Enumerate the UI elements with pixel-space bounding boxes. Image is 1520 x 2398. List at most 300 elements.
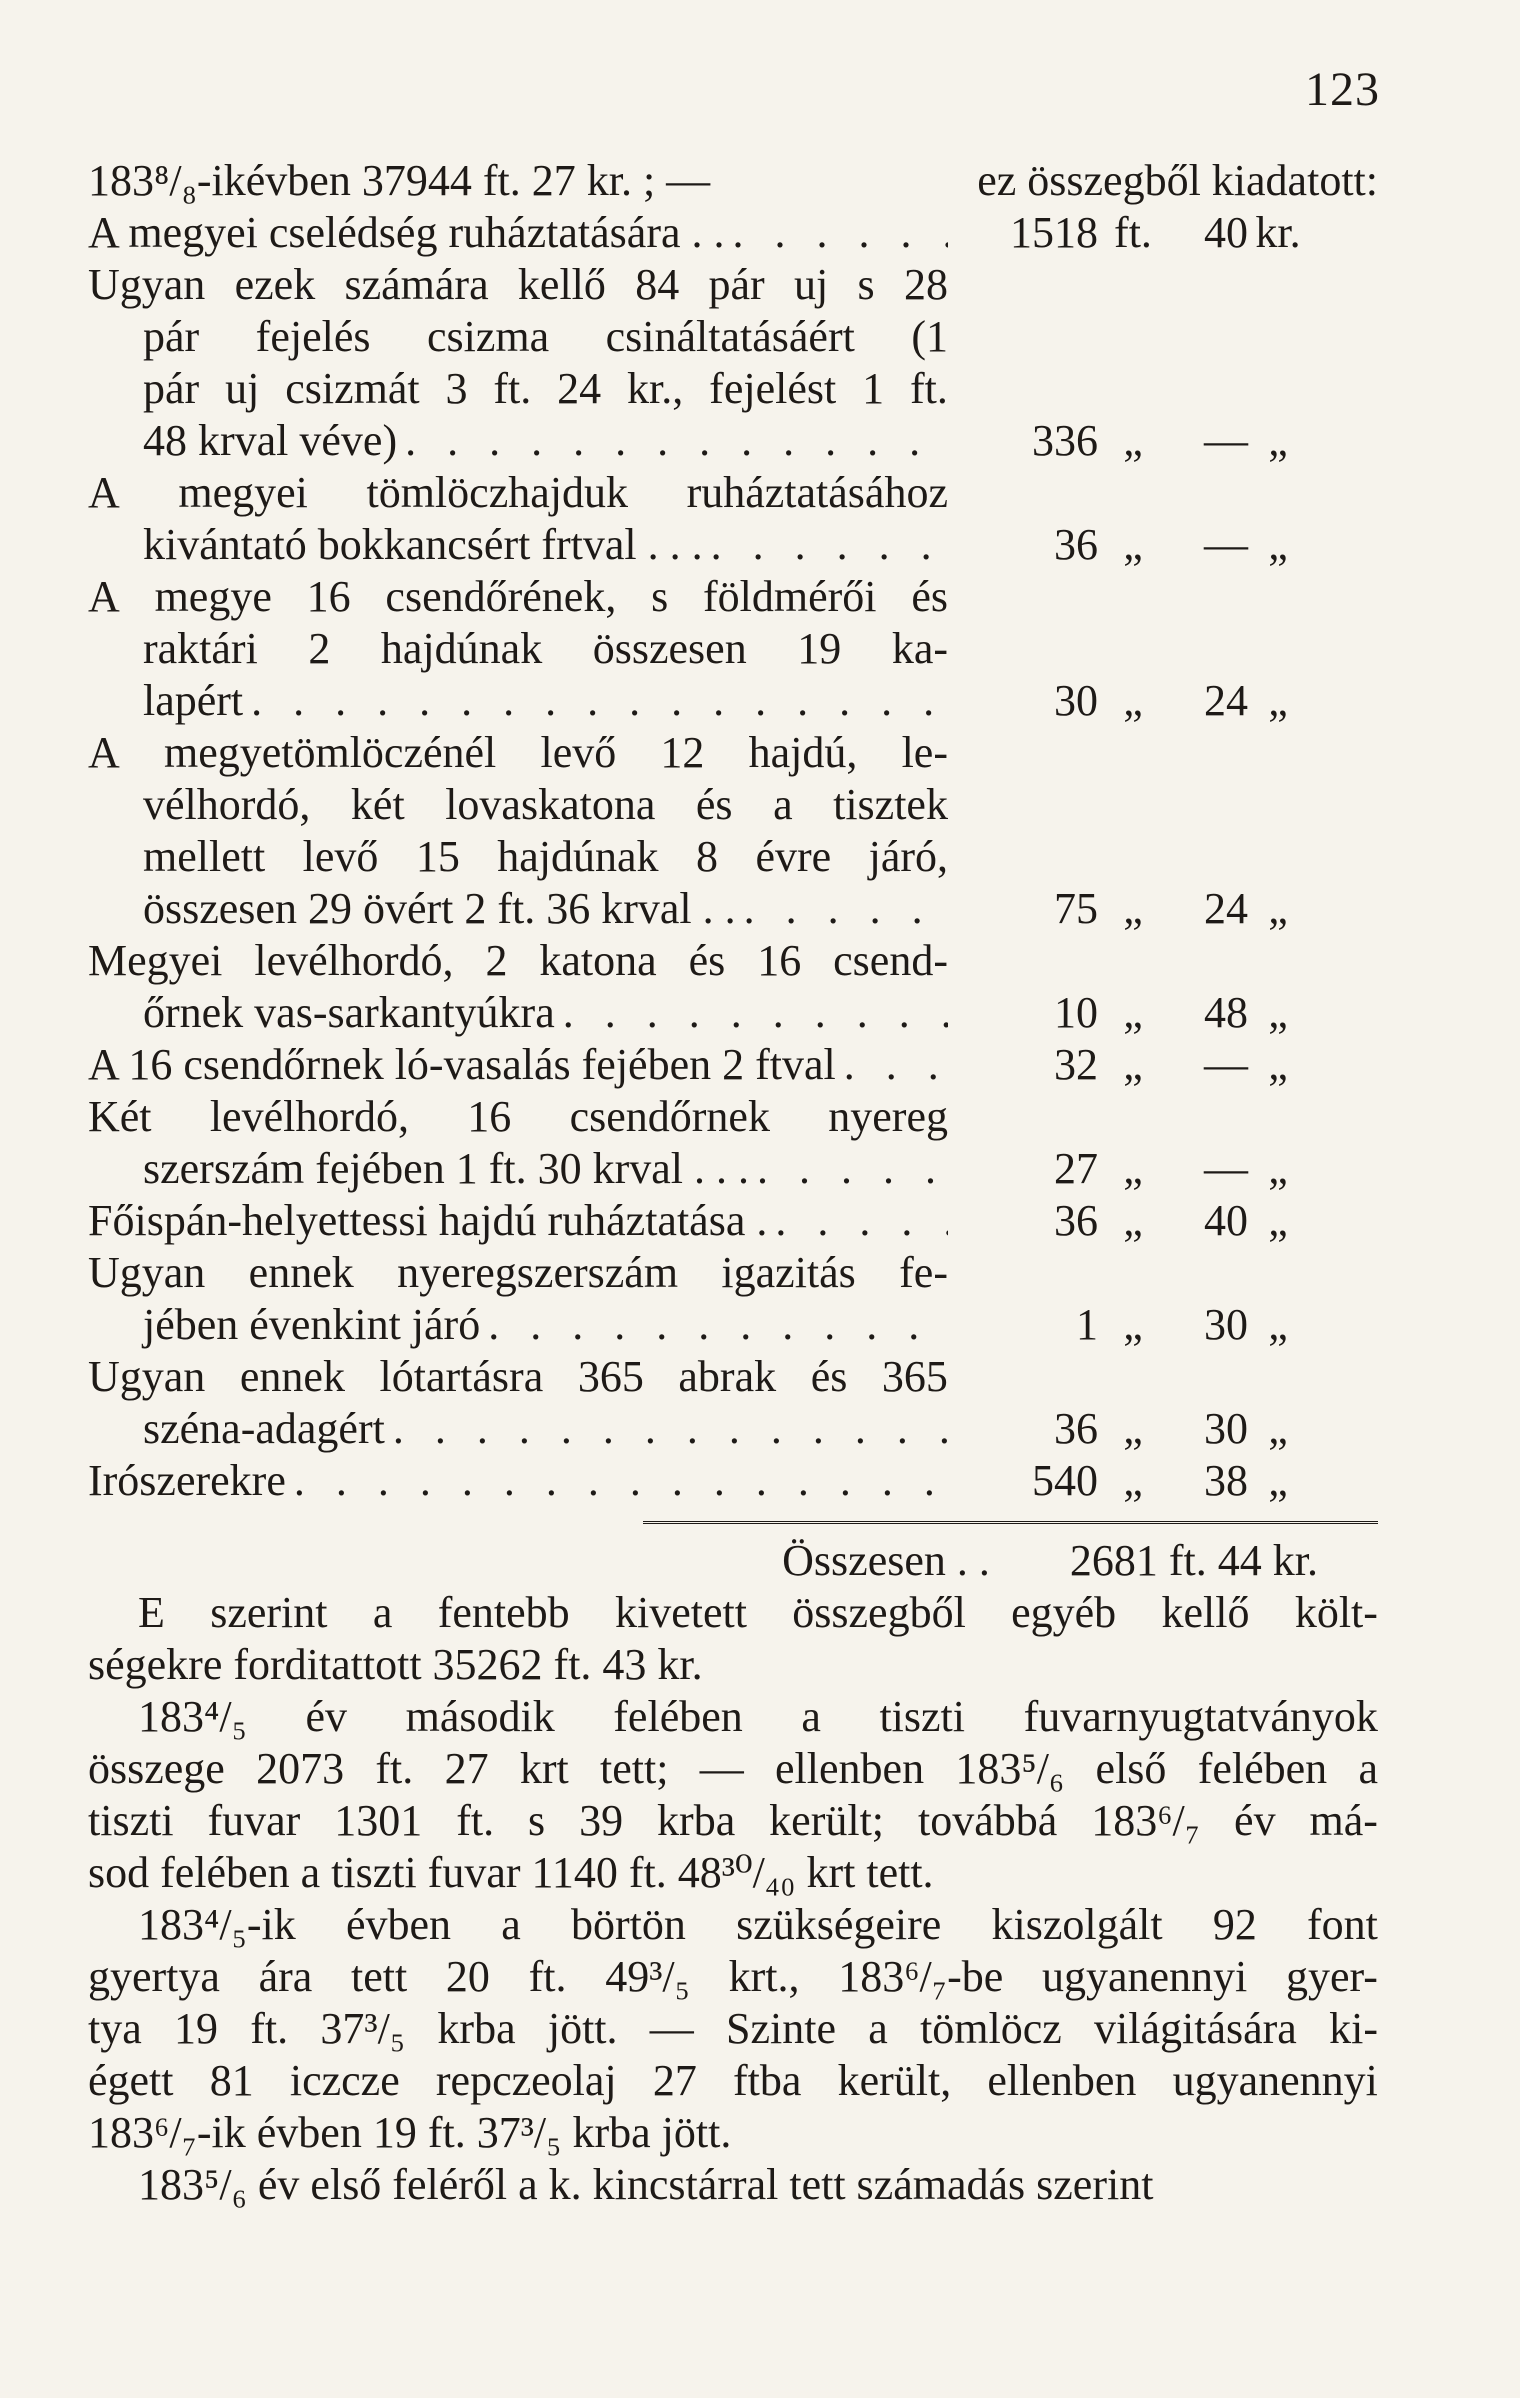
word: kr., xyxy=(627,364,684,413)
amount-cell: 10 xyxy=(1054,988,1098,1037)
word: 20 xyxy=(445,1952,490,2001)
word: tiszti xyxy=(88,1796,174,1845)
dot-leader xyxy=(286,1455,948,1507)
dot-leader xyxy=(749,1143,948,1195)
word: hajdú, xyxy=(748,728,858,777)
word: ugyanennyi xyxy=(1042,1952,1248,2001)
amount-cell: 36 xyxy=(1054,1404,1098,1453)
intro-left: 183⁸/₈-ikévben 37944 ft. 27 kr. ; — xyxy=(88,156,711,205)
word: s xyxy=(528,1796,546,1845)
word: gyertya xyxy=(88,1952,220,2001)
word: 2 xyxy=(308,624,331,673)
ledger-text: lapért xyxy=(143,676,244,725)
dot-leader xyxy=(397,415,948,467)
ledger-row xyxy=(88,727,1318,935)
word: ennek xyxy=(239,1352,345,1401)
word: égett xyxy=(88,2056,174,2105)
word: ft. xyxy=(910,364,948,413)
ledger-amount xyxy=(958,883,1318,935)
word: 1 xyxy=(862,364,885,413)
amount-cell: 32 xyxy=(1054,1040,1098,1089)
amount-cell: 30 xyxy=(1054,676,1098,725)
amount-cell: 38 xyxy=(1204,1456,1248,1505)
word: 37³/₅ xyxy=(320,2004,406,2053)
word: (1 xyxy=(911,312,948,361)
word: világitására xyxy=(1094,2004,1297,2053)
word: pár xyxy=(708,260,765,309)
ledger-description-line xyxy=(88,1247,948,1299)
word: 8 xyxy=(696,832,718,881)
ledger-amount xyxy=(958,675,1318,727)
amount-cell: 36 xyxy=(1054,520,1098,569)
amount-cell: „ xyxy=(1123,1144,1143,1193)
amount-cell: 336 xyxy=(1032,416,1098,465)
word: a xyxy=(372,1588,393,1637)
ledger-description xyxy=(88,1039,958,1091)
word: ezek xyxy=(234,260,316,309)
amount-cell: 1 xyxy=(1076,1300,1098,1349)
word: 81 xyxy=(209,2056,254,2105)
word: iczcze xyxy=(289,2056,400,2105)
ledger-text: jében évenkint járó xyxy=(143,1300,481,1349)
amount-cell: „ xyxy=(1268,1456,1288,1505)
word: 27 xyxy=(444,1744,489,1793)
word: 92 xyxy=(1212,1900,1257,1949)
word: pár xyxy=(143,312,200,361)
ledger-description xyxy=(88,1351,958,1455)
ledger-text: kivántató bokkancsért frtval . . . xyxy=(143,520,703,569)
amount-cell: — xyxy=(1204,416,1248,465)
word: megyei xyxy=(178,468,308,517)
ledger-amount xyxy=(958,1143,1318,1195)
word: második xyxy=(405,1692,555,1741)
word: 15 xyxy=(415,832,460,881)
word: ennek xyxy=(248,1248,354,1297)
word: 183⁴/₅ xyxy=(138,1692,247,1741)
word: 28 xyxy=(903,260,948,309)
ledger-description xyxy=(88,1455,958,1507)
ledger-description-line xyxy=(88,363,948,415)
paragraph xyxy=(88,1899,1378,2159)
word: kivetett xyxy=(614,1588,747,1637)
word: A xyxy=(88,728,120,777)
word: le- xyxy=(901,728,948,777)
paragraph-text: ségekre forditattott 35262 ft. 43 kr. xyxy=(88,1640,703,1689)
word: a xyxy=(801,1692,821,1741)
word: csendőrének, xyxy=(385,572,617,621)
word: csináltatásáért xyxy=(605,312,855,361)
ledger-description xyxy=(88,207,958,259)
dot-leader xyxy=(385,1403,948,1455)
word: 1301 xyxy=(334,1796,423,1845)
word: két xyxy=(350,780,405,829)
word: csizma xyxy=(426,312,550,361)
word: levélhordó, xyxy=(209,1092,409,1141)
word: ft. xyxy=(375,1744,414,1793)
word: Szinte xyxy=(726,2004,837,2053)
amount-cell: 40 xyxy=(1204,1196,1248,1245)
ledger-description xyxy=(88,727,958,935)
dot-leader xyxy=(703,519,948,571)
paragraph-line xyxy=(88,2159,1378,2211)
ledger-description-line xyxy=(88,415,948,467)
word: 365 xyxy=(577,1352,644,1401)
word: első xyxy=(1095,1744,1167,1793)
ledger-description-line xyxy=(88,1195,948,1247)
word: jött. xyxy=(547,2004,618,2053)
word: raktári xyxy=(143,624,258,673)
word: 3 xyxy=(445,364,468,413)
word: — xyxy=(649,2004,694,2053)
amount-cell: „ xyxy=(1123,1404,1143,1453)
ledger-text: A 16 csendőrnek ló-vasalás fejében 2 ftval xyxy=(88,1040,836,1089)
word: tömlöczhajduk xyxy=(366,468,628,517)
amount-cell: „ xyxy=(1268,988,1288,1037)
word: levő xyxy=(540,728,617,777)
amount-cell: „ xyxy=(1123,676,1143,725)
dot-leader xyxy=(736,883,948,935)
word: ki- xyxy=(1329,2004,1378,2053)
word: ft. xyxy=(528,1952,567,2001)
word: fejelés xyxy=(255,312,371,361)
ledger-description-line xyxy=(88,1351,948,1403)
ledger-amount xyxy=(958,207,1318,259)
word: 24 xyxy=(557,364,602,413)
ledger-description-line xyxy=(88,1143,948,1195)
word: tya xyxy=(88,2004,142,2053)
word: ugyanennyi xyxy=(1172,2056,1378,2105)
word: ft. xyxy=(493,364,532,413)
total-rule xyxy=(643,1521,1378,1527)
amount-cell: 48 xyxy=(1204,988,1248,1037)
amount-cell: „ xyxy=(1268,1300,1288,1349)
amount-cell: „ xyxy=(1268,1144,1288,1193)
paragraph xyxy=(88,1691,1378,1899)
word: csendőrnek xyxy=(569,1092,770,1141)
word: 19 xyxy=(174,2004,219,2053)
intro-line xyxy=(88,155,1378,207)
word: csizmát xyxy=(285,364,420,413)
word: ára xyxy=(258,1952,313,2001)
word: számára xyxy=(344,260,489,309)
amount-cell: „ xyxy=(1268,416,1288,465)
paragraph xyxy=(88,2159,1378,2211)
ledger-amount xyxy=(958,1195,1318,1247)
word: tiszti xyxy=(879,1692,965,1741)
word: és xyxy=(695,780,733,829)
ledger-description-line xyxy=(88,259,948,311)
paragraph xyxy=(88,1587,1378,1691)
dot-leader xyxy=(555,987,948,1039)
word: repczeolaj xyxy=(435,2056,617,2105)
amount-cell: „ xyxy=(1268,884,1288,933)
ledger-description-line xyxy=(88,987,948,1039)
dot-leader xyxy=(725,207,949,259)
ledger-description-line xyxy=(88,1403,948,1455)
word: ellenben xyxy=(775,1744,925,1793)
paragraph-line xyxy=(88,1691,1378,1743)
word: nyeregszerszám xyxy=(397,1248,679,1297)
word: évben xyxy=(345,1900,452,1949)
ledger-description-line xyxy=(88,675,948,727)
ledger-row xyxy=(88,207,1318,259)
word: 2073 xyxy=(256,1744,345,1793)
word: 365 xyxy=(881,1352,948,1401)
word: került; xyxy=(769,1796,885,1845)
ledger-description xyxy=(88,1195,958,1247)
amount-cell: „ xyxy=(1123,988,1143,1037)
word: 39 xyxy=(579,1796,624,1845)
ledger-description-line xyxy=(88,467,948,519)
word: összege xyxy=(88,1744,225,1793)
word: Megyei xyxy=(88,936,223,985)
word: évre xyxy=(755,832,832,881)
ledger-row xyxy=(88,1351,1318,1455)
word: abrak xyxy=(678,1352,777,1401)
word: igazitás xyxy=(721,1248,856,1297)
word: 183⁶/₇-be xyxy=(838,1952,1004,2001)
ledger-description-line xyxy=(88,883,948,935)
ledger-text: széna-adagért xyxy=(143,1404,385,1453)
word: kellő xyxy=(1161,1588,1250,1637)
word: krt., xyxy=(728,1952,800,2001)
word: tett xyxy=(351,1952,408,2001)
word: ft. xyxy=(456,1796,495,1845)
word: börtön xyxy=(570,1900,686,1949)
ledger-row xyxy=(88,1195,1318,1247)
paragraph-line xyxy=(88,2055,1378,2107)
paragraph-line xyxy=(88,2003,1378,2055)
word: uj xyxy=(225,364,260,413)
amount-cell: 36 xyxy=(1054,1196,1098,1245)
ledger-description-line xyxy=(88,831,948,883)
amount-cell: ft. xyxy=(1114,208,1152,257)
ledger-description-line xyxy=(88,779,948,831)
word: a xyxy=(868,2004,888,2053)
dot-leader xyxy=(243,675,948,727)
word: s xyxy=(651,572,669,621)
amount-cell: 27 xyxy=(1054,1144,1098,1193)
word: fuvar xyxy=(207,1796,301,1845)
dot-leader xyxy=(480,1299,948,1351)
word: Ugyan xyxy=(88,260,206,309)
word: 12 xyxy=(660,728,705,777)
ledger-amount xyxy=(958,1403,1318,1455)
amount-cell: kr. xyxy=(1255,208,1301,257)
word: és xyxy=(688,936,726,985)
word: továbbá xyxy=(917,1796,1058,1845)
paragraph-line xyxy=(88,1951,1378,2003)
ledger-amount xyxy=(958,1039,1318,1091)
word: font xyxy=(1307,1900,1378,1949)
word: 19 xyxy=(797,624,842,673)
word: levélhordó, xyxy=(254,936,454,985)
amount-cell: 24 xyxy=(1204,884,1248,933)
ledger-text: őrnek vas-sarkantyúkra xyxy=(143,988,555,1037)
word: ft. xyxy=(250,2004,289,2053)
amount-cell: „ xyxy=(1123,416,1143,465)
ledger-description-line xyxy=(88,519,948,571)
amount-cell: „ xyxy=(1123,884,1143,933)
amount-cell: 540 xyxy=(1032,1456,1098,1505)
word: hajdúnak xyxy=(497,832,659,881)
ledger-row xyxy=(88,1247,1318,1351)
word: kiszolgált xyxy=(991,1900,1163,1949)
ledger-row xyxy=(88,1091,1318,1195)
ledger-row xyxy=(88,1455,1318,1507)
word: fentebb xyxy=(437,1588,570,1637)
expense-ledger xyxy=(88,207,1378,1507)
word: E xyxy=(138,1588,165,1637)
amount-cell: „ xyxy=(1123,1456,1143,1505)
amount-cell: — xyxy=(1204,1144,1248,1193)
word: tisztek xyxy=(833,780,948,829)
word: járó, xyxy=(868,832,948,881)
word: mellett xyxy=(143,832,266,881)
ledger-description-line xyxy=(88,727,948,779)
ledger-description-line xyxy=(88,1091,948,1143)
amount-cell: „ xyxy=(1268,520,1288,569)
word: a xyxy=(501,1900,521,1949)
amount-cell: „ xyxy=(1123,1196,1143,1245)
word: megye xyxy=(154,572,272,621)
ledger-amount xyxy=(958,1455,1318,1507)
ledger-description-line xyxy=(88,571,948,623)
word: 49³/₅ xyxy=(605,1952,690,2001)
amount-cell: 30 xyxy=(1204,1300,1248,1349)
word: szerint xyxy=(210,1588,328,1637)
word: krba xyxy=(657,1796,736,1845)
word: a xyxy=(773,780,793,829)
total-label: Összesen . . xyxy=(782,1536,990,1585)
paragraph-line xyxy=(88,1587,1378,1639)
amount-cell: „ xyxy=(1268,676,1288,725)
paragraph-line xyxy=(88,1847,1378,1899)
amount-cell: 30 xyxy=(1204,1404,1248,1453)
ledger-row xyxy=(88,259,1318,467)
word: 183⁶/₇ xyxy=(1091,1796,1201,1845)
ledger-text: 48 krval véve) xyxy=(143,416,398,465)
word: földmérői xyxy=(703,572,877,621)
ledger-description-line xyxy=(88,311,948,363)
word: csend- xyxy=(833,936,948,985)
ledger-amount xyxy=(958,415,1318,467)
word: nyereg xyxy=(828,1092,948,1141)
paragraph-text: 183⁶/₇-ik évben 19 ft. 37³/₅ krba jött. xyxy=(88,2108,732,2157)
amount-cell: 1518 xyxy=(1010,208,1098,257)
paragraph-line xyxy=(88,2107,1378,2159)
amount-cell: 40 xyxy=(1204,208,1248,257)
word: ka- xyxy=(891,624,948,673)
ledger-description-line xyxy=(88,1039,948,1091)
ledger-amount xyxy=(958,519,1318,571)
paragraph-line xyxy=(88,1639,1378,1691)
word: megyetömlöczénél xyxy=(163,728,497,777)
word: került, xyxy=(837,2056,952,2105)
ledger-text: összesen 29 övért 2 ft. 36 krval . . xyxy=(143,884,736,933)
amount-cell: „ xyxy=(1123,1040,1143,1089)
word: lótartásra xyxy=(379,1352,544,1401)
amount-cell: „ xyxy=(1123,1300,1143,1349)
ledger-text: Főispán-helyettessi hajdú ruháztatása . xyxy=(88,1196,768,1245)
ledger-description-line xyxy=(88,935,948,987)
body-text xyxy=(88,1587,1378,2211)
word: tett; xyxy=(600,1744,669,1793)
word: 16 xyxy=(467,1092,512,1141)
intro-right: ez összegből kiadatott: xyxy=(977,156,1378,205)
word: összegből xyxy=(792,1588,966,1637)
word: uj xyxy=(793,260,829,309)
word: fejelést xyxy=(709,364,837,413)
word: kellő xyxy=(517,260,606,309)
word: Két xyxy=(88,1092,152,1141)
page-content xyxy=(88,155,1378,2211)
ledger-description-line xyxy=(88,207,948,259)
word: 183⁴/₅-ik xyxy=(138,1900,296,1949)
word: felében xyxy=(613,1692,743,1741)
word: ftba xyxy=(733,2056,802,2105)
word: lovaskatona xyxy=(445,780,656,829)
dot-leader xyxy=(767,1195,948,1247)
word: 2 xyxy=(485,936,508,985)
amount-cell: „ xyxy=(1123,520,1143,569)
ledger-row xyxy=(88,1039,1318,1091)
dot-leader xyxy=(836,1039,948,1091)
word: A xyxy=(88,468,120,517)
word: a xyxy=(1358,1744,1378,1793)
ledger-row xyxy=(88,571,1318,727)
amount-cell: „ xyxy=(1268,1404,1288,1453)
total-row xyxy=(88,1535,1318,1587)
amount-cell: 75 xyxy=(1054,884,1098,933)
word: év xyxy=(1234,1796,1276,1845)
word: 84 xyxy=(635,260,680,309)
word: ruháztatásához xyxy=(686,468,948,517)
amount-cell: „ xyxy=(1268,1196,1288,1245)
word: pár xyxy=(143,364,200,413)
ledger-description-line xyxy=(88,1299,948,1351)
amount-cell: „ xyxy=(1268,1040,1288,1089)
word: Ugyan xyxy=(88,1352,206,1401)
word: ellenben xyxy=(987,2056,1137,2105)
word: és xyxy=(911,572,948,621)
word: — xyxy=(699,1744,744,1793)
ledger-text: Irószerekre xyxy=(88,1456,286,1505)
word: krba xyxy=(437,2004,516,2053)
word: katona xyxy=(539,936,657,985)
word: 27 xyxy=(652,2056,697,2105)
word: és xyxy=(810,1352,848,1401)
word: má- xyxy=(1309,1796,1378,1845)
ledger-text: A megyei cselédség ruháztatására . . xyxy=(88,208,725,257)
word: tömlöcz xyxy=(920,2004,1062,2053)
page-number: 123 xyxy=(1305,63,1380,116)
amount-cell: — xyxy=(1204,1040,1248,1089)
ledger-description-line xyxy=(88,1455,948,1507)
word: fuvarnyugtatványok xyxy=(1023,1692,1378,1741)
ledger-row xyxy=(88,935,1318,1039)
word: egyéb xyxy=(1011,1588,1117,1637)
ledger-description xyxy=(88,571,958,727)
ledger-amount xyxy=(958,987,1318,1039)
paragraph-line xyxy=(88,1899,1378,1951)
word: hajdúnak xyxy=(380,624,543,673)
ledger-amount xyxy=(958,1299,1318,1351)
word: Ugyan xyxy=(88,1248,206,1297)
word: krt xyxy=(519,1744,569,1793)
ledger-row xyxy=(88,467,1318,571)
word: költ- xyxy=(1294,1588,1378,1637)
